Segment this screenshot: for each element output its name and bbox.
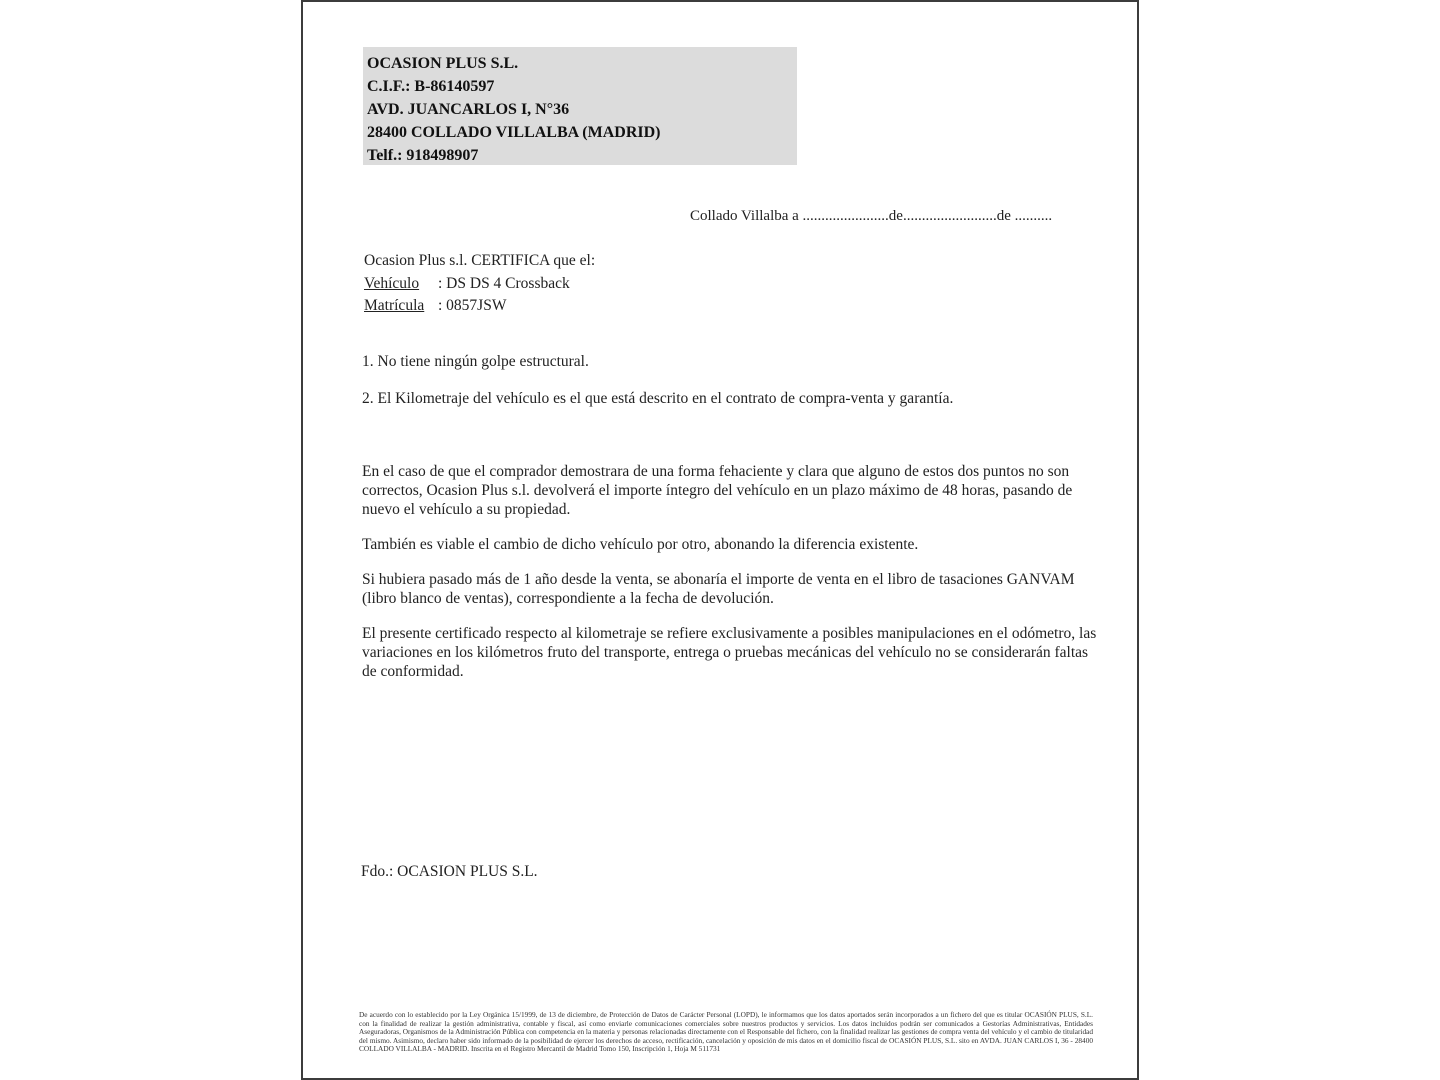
plate-value: : 0857JSW [438,297,507,314]
company-header-box [363,47,797,165]
company-name: OCASION PLUS S.L. [367,55,519,72]
point-item: 2. El Kilometraje del vehículo es el que está descrito en el contrato de compra-venta y garantía. [362,390,954,407]
legal-footer: De acuerdo con lo establecido por la Ley Orgánica 15/1999, de 13 de diciembre, de Protección de Datos de Carácter Personal (LOPD), le informamos que los datos aportados serán incorporados a un fichero del que es titular OCASIÓN PLUS, S.L. con la finalidad de realizar la gestión administrativa, contable y fiscal, así como enviarle comunicaciones comerciales sobre nuestros productos y servicios. Los datos incluidos podrán ser comunicados a Gestorías Administrativas, Entidades Aseguradoras, Organismos de la Administración Pública con competencia en la materia y personas relacionadas directamente con el Responsable del fichero, con la finalidad realizar las gestiones de compra venta del vehículo y el cambio de titularidad del mismo. Asimismo, declaro haber sido informado de la posibilidad de ejercer los derechos de acceso, rectificación, cancelación y oposición de mis datos en el domicilio fiscal de OCASIÓN PLUS, S.L. sito en AVDA. JUAN CARLOS I, 36 - 28400 COLLADO VILLALBA - MADRID. Inscrita en el Registro Mercantil de Madrid Tomo 150, Inscripción 1, Hoja M 511731 [359,1010,1093,1054]
plate-label: Matrícula [364,297,425,314]
certification-block [364,250,595,318]
vehicle-value: : DS DS 4 Crossback [438,274,570,292]
paragraph-exchange: También es viable el cambio de dicho vehículo por otro, abonando la diferencia existente. [362,536,919,553]
plate-row [364,295,595,318]
certification-intro: Ocasion Plus s.l. CERTIFICA que el: [364,252,596,269]
paragraph-ganvam: Si hubiera pasado más de 1 año desde la venta, se abonaría el importe de venta en el libro de tasaciones GANVAM (libro blanco de ventas), correspondiente a la fecha de devolución. [362,571,1075,607]
vehicle-row [364,273,595,296]
point-item: 1. No tiene ningún golpe estructural. [362,353,589,370]
paragraph-odometer: El presente certificado respecto al kilometraje se refiere exclusivamente a posibles manipulaciones en el odómetro, las variaciones en los kilómetros fruto del transporte, entrega o pruebas mecánicas del vehículo no se considerarán faltas de conformidad. [362,625,1097,680]
company-address: AVD. JUANCARLOS I, N°36 [367,101,570,118]
document-page [301,0,1139,1080]
signature-line: Fdo.: OCASION PLUS S.L. [361,863,538,880]
company-cif: C.I.F.: B-86140597 [367,78,495,95]
date-line: Collado Villalba a .......................de.........................de .......... [690,208,1053,224]
vehicle-label: Vehículo [364,274,420,292]
conditions-section [362,462,1102,697]
company-phone: Telf.: 918498907 [367,147,479,164]
paragraph-refund: En el caso de que el comprador demostrara de una forma fehaciente y clara que alguno de estos dos puntos no son correctos, Ocasion Plus s.l. devolverá el importe íntegro del vehículo en un plazo máximo de 48 horas, pasando de nuevo el vehículo a su propiedad. [362,463,1073,518]
company-city: 28400 COLLADO VILLALBA (MADRID) [367,124,661,141]
certified-points [362,352,953,426]
